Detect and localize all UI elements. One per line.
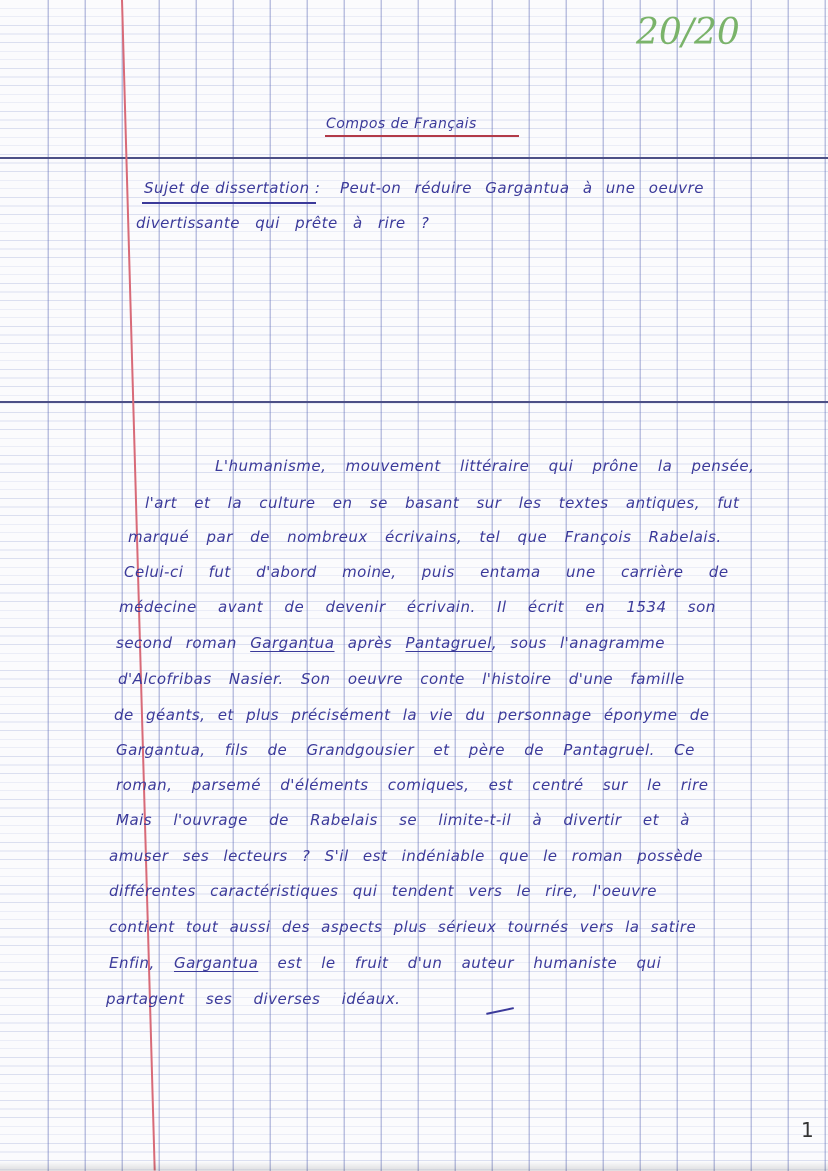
page-edge-shadow [0,1161,828,1171]
subject-underline [142,202,316,204]
book-title: Gargantua [250,634,335,652]
essay-line: marqué par de nombreux écrivains, tel que François Rabelais. [128,528,722,546]
end-stroke [486,1007,514,1014]
ruled-line [0,401,828,403]
book-title: Gargantua [173,954,259,972]
essay-line: Gargantua, fils de Grandgousier et père de Pantagruel. Ce [116,741,695,759]
essay-line: Celui-ci fut d'abord moine, puis entama une carrière de [124,563,729,581]
book-title: Pantagruel [405,634,492,652]
page-title: Compos de Français [326,116,477,132]
essay-line: différentes caractéristiques qui tendent vers le rire, l'oeuvre [109,882,658,900]
essay-line: l'art et la culture en se basant sur les textes antiques, fut [145,494,740,512]
essay-line: second roman Gargantua après Pantagruel, sous l'anagramme [116,634,666,652]
essay-line: amuser ses lecteurs ? S'il est indéniable que le roman possède [109,847,703,865]
essay-line: L'humanisme, mouvement littéraire qui prône la pensée, [215,457,755,475]
ruled-line [0,157,828,159]
essay-line: Mais l'ouvrage de Rabelais se limite-t-il à divertir et à [116,811,690,829]
subject-text-line: Peut-on réduire Gargantua à une oeuvre [340,179,704,197]
page-number: 1 [801,1118,814,1142]
grade-mark: 20/20 [636,12,740,53]
subject-label: Sujet de dissertation : [144,179,321,197]
essay-line: contient tout aussi des aspects plus sérieux tournés vers la satire [109,918,697,936]
title-underline [325,135,519,137]
essay-line: médecine avant de devenir écrivain. Il écrit en 1534 son [119,598,716,616]
essay-line: roman, parsemé d'éléments comiques, est centré sur le rire [116,776,709,794]
essay-line: d'Alcofribas Nasier. Son oeuvre conte l'histoire d'une famille [118,670,685,688]
subject-text-line: divertissante qui prête à rire ? [136,214,430,232]
essay-line: Enfin, Gargantua est le fruit d'un auteur humaniste qui [109,954,662,972]
essay-line: partagent ses diverses idéaux. [106,990,401,1008]
essay-line: de géants, et plus précisément la vie du personnage éponyme de [114,706,710,724]
